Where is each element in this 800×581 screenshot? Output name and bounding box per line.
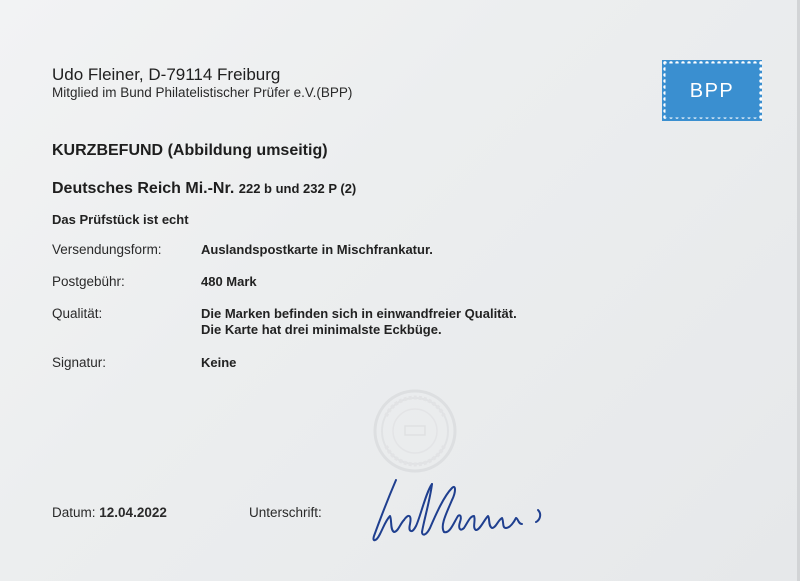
footer-date — [52, 506, 167, 520]
handwritten-signature-icon — [360, 470, 560, 550]
subject-numbers: 222 b und 232 P (2) — [238, 181, 357, 196]
gebuehr-label: Postgebühr: — [52, 274, 125, 289]
date-value: 12.04.2022 — [99, 505, 167, 520]
qualitaet-line-2: Die Karte hat drei minimalste Eckbüge. — [201, 322, 442, 337]
qualitaet-label: Qualität: — [52, 306, 103, 321]
report-title-note: (Abbildung umseitig) — [167, 142, 328, 159]
signatur-value: Keine — [201, 355, 237, 370]
versand-value: Auslandspostkarte in Mischfrankatur. — [201, 242, 433, 257]
signature-label: Unterschrift: — [249, 505, 322, 520]
logo-text: BPP — [689, 80, 735, 102]
expert-name: Udo Fleiner, D-79114 Freiburg — [52, 65, 281, 84]
bpp-logo-icon — [662, 60, 762, 121]
signatur-label: Signatur: — [52, 355, 107, 370]
qualitaet-line-1: Die Marken befinden sich in einwandfreier Qualität. — [201, 306, 517, 321]
report-subject — [52, 181, 356, 197]
date-label: Datum: — [52, 505, 96, 520]
subject-main: Deutsches Reich Mi.-Nr. — [52, 180, 235, 197]
bpp-embossed-seal-icon — [372, 388, 458, 474]
versand-label: Versendungsform: — [52, 242, 162, 257]
verdict-text: Das Prüfstück ist echt — [52, 212, 189, 227]
report-title-main: KURZBEFUND — [52, 142, 164, 159]
report-title — [52, 143, 328, 159]
gebuehr-value: 480 Mark — [201, 274, 257, 289]
expert-membership: Mitglied im Bund Philatelistischer Prüfer e.V.(BPP) — [52, 85, 353, 100]
